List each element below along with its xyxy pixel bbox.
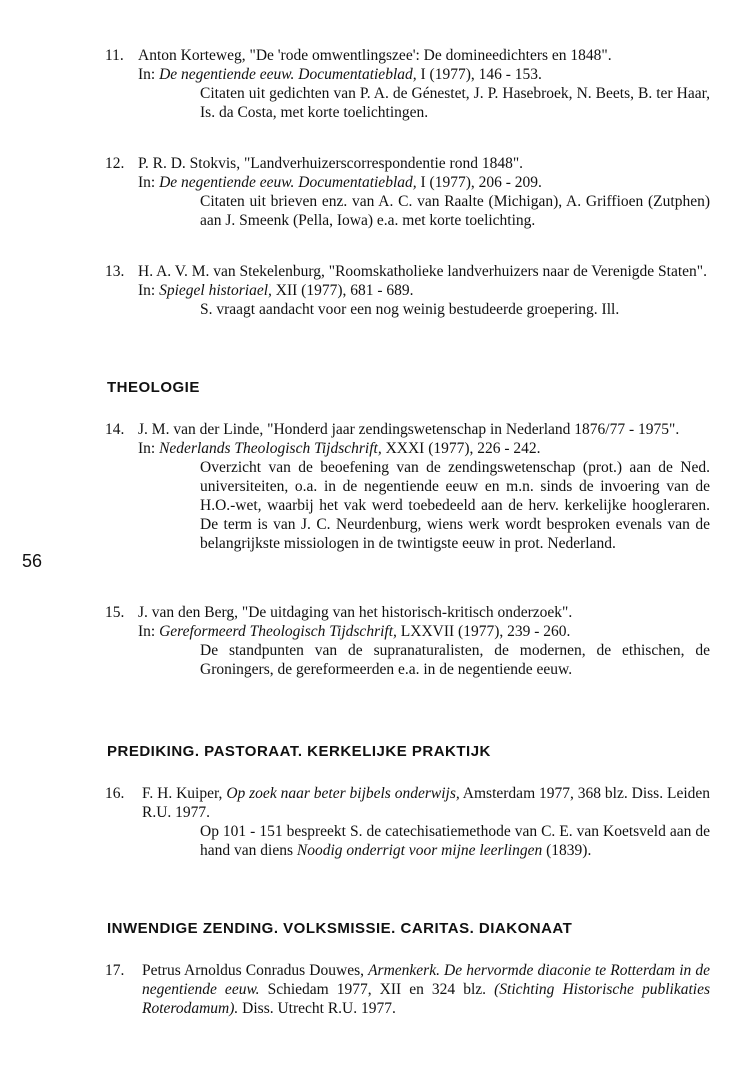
section-heading-prediking: PREDIKING. PASTORAAT. KERKELIJKE PRAKTIJK (107, 743, 491, 760)
entry-number: 17. (105, 962, 125, 979)
entry-source: In: Spiegel historiael, XII (1977), 681 - 689. (138, 282, 414, 299)
entry-source: In: De negentiende eeuw. Documentatieblad, I (1977), 206 - 209. (138, 174, 542, 191)
entry-annotation: Op 101 - 151 bespreekt S. de catechisatiemethode van C. E. van Koetsveld aan de hand van diens Noodig onderrigt voor mijne leerlingen (1839). (200, 823, 710, 859)
bibliography-entry-12 (105, 154, 710, 230)
entry-reference: H. A. V. M. van Stekelenburg, "Roomskatholieke landverhuizers naar de Verenigde Staten". (138, 263, 707, 280)
entry-reference: J. M. van der Linde, "Honderd jaar zendingswetenschap in Nederland 1876/77 - 1975". (138, 421, 680, 438)
page-number: 56 (22, 551, 43, 571)
bibliography-entry-17 (105, 961, 710, 1018)
entry-number: 12. (105, 155, 125, 172)
section-heading-theologie: THEOLOGIE (107, 379, 200, 396)
bibliography-entry-16 (105, 784, 710, 860)
entry-annotation: De standpunten van de supranaturalisten, de modernen, de ethischen, de Groningers, de gereformeerden e.a. in de negentiende eeuw. (200, 642, 710, 678)
entry-number: 11. (105, 47, 124, 64)
bibliography-entry-15 (105, 603, 710, 679)
entry-reference: Anton Korteweg, "De 'rode omwentlingszee': De domineedichters en 1848". (138, 47, 612, 64)
entry-reference: J. van den Berg, "De uitdaging van het historisch-kritisch onderzoek". (138, 604, 573, 621)
entry-annotation: S. vraagt aandacht voor een nog weinig bestudeerde groepering. Ill. (200, 301, 620, 318)
bibliography-entry-14 (105, 420, 710, 553)
bibliography-entry-11 (105, 46, 710, 122)
entry-source: In: Nederlands Theologisch Tijdschrift, XXXI (1977), 226 - 242. (138, 440, 541, 457)
entry-reference: P. R. D. Stokvis, "Landverhuizerscorrespondentie rond 1848". (138, 155, 524, 172)
entry-number: 15. (105, 604, 125, 621)
entry-source: In: De negentiende eeuw. Documentatieblad, I (1977), 146 - 153. (138, 66, 542, 83)
entry-number: 13. (105, 263, 125, 280)
entry-annotation: Citaten uit gedichten van P. A. de Génestet, J. P. Hasebroek, N. Beets, B. ter Haar, Is. da Costa, met korte toelichtingen. (200, 85, 710, 121)
entry-annotation: Citaten uit brieven enz. van A. C. van Raalte (Michigan), A. Griffioen (Zutphen) aan J. Smeenk (Pella, Iowa) e.a. met korte toelichting. (200, 193, 710, 229)
entry-source: In: Gereformeerd Theologisch Tijdschrift, LXXVII (1977), 239 - 260. (138, 623, 571, 640)
section-heading-inwendige: INWENDIGE ZENDING. VOLKSMISSIE. CARITAS. DIAKONAAT (107, 920, 573, 937)
entry-reference: Petrus Arnoldus Conradus Douwes, Armenkerk. De hervormde diaconie te Rotterdam in de negentiende eeuw. Schiedam 1977, XII en 324 blz. (Stichting Historische publikaties Roterodamum). Diss. Utrecht R.U. 1977. (142, 962, 710, 1017)
entry-reference: F. H. Kuiper, Op zoek naar beter bijbels onderwijs, Amsterdam 1977, 368 blz. Diss. Leiden R.U. 1977. (142, 785, 711, 821)
entry-number: 16. (105, 785, 125, 802)
entry-annotation: Overzicht van de beoefening van de zendingswetenschap (prot.) aan de Ned. universiteiten, o.a. in de negentiende eeuw en m.n. sinds de invoering van de H.O.-wet, waarbij het vak werd toebedeeld aan de herv. kerkelijke hoogleraren. De term is van J. C. Neurdenburg, wiens werk wordt besproken evenals van de belangrijkste missiologen in de twintigste eeuw in prot. Nederland. (200, 459, 710, 552)
bibliography-entry-13 (105, 262, 710, 319)
entry-number: 14. (105, 421, 125, 438)
